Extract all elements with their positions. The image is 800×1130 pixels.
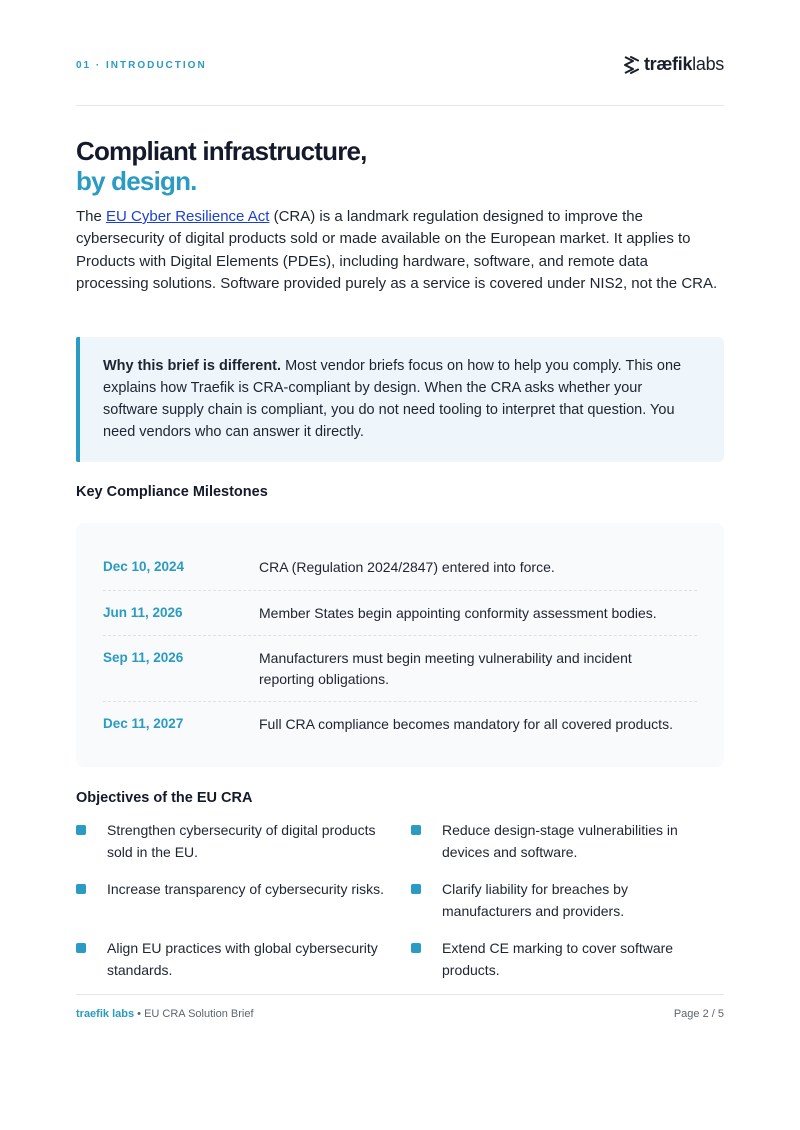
title-line-1: Compliant infrastructure, bbox=[76, 136, 367, 166]
milestone-row bbox=[103, 545, 697, 591]
bullet-square-icon bbox=[76, 825, 86, 835]
bullet-square-icon bbox=[76, 884, 86, 894]
page-title bbox=[76, 136, 367, 196]
milestone-text: CRA (Regulation 2024/2847) entered into force. bbox=[259, 559, 555, 575]
milestone-row bbox=[103, 636, 697, 702]
objective-item: Strengthen cybersecurity of digital products sold in the EU. bbox=[76, 820, 396, 863]
logo-wordmark: træfiklabs bbox=[643, 54, 724, 74]
bullet-square-icon bbox=[411, 943, 421, 953]
milestone-date: Sep 11, 2026 bbox=[103, 650, 184, 665]
page-number: Page 2 / 5 bbox=[673, 1008, 724, 1020]
traefik-labs-logo bbox=[621, 54, 724, 75]
footer-divider bbox=[76, 994, 724, 995]
objective-item: Reduce design-stage vulnerabilities in devices and software. bbox=[411, 820, 711, 863]
milestones-heading: Key Compliance Milestones bbox=[76, 484, 268, 500]
bullet-square-icon bbox=[411, 884, 421, 894]
milestone-date: Jun 11, 2026 bbox=[103, 604, 183, 620]
milestone-text: Member States begin appointing conformity assessment bodies. bbox=[259, 604, 657, 621]
objective-item: Extend CE marking to cover software products. bbox=[411, 938, 711, 981]
milestone-row bbox=[103, 591, 697, 637]
callout-box bbox=[76, 337, 724, 462]
intro-paragraph: The EU Cyber Resilience Act (CRA) is a landmark regulation designed to improve the cybersecurity of digital products sold or made available on the European market. It applies to Products with Digital Elements (PDEs), including hardware, software, and remote data processing solutions. Software provided purely as a service is covered under NIS2, not the CRA. bbox=[76, 208, 718, 293]
title-line-2: by design. bbox=[76, 166, 197, 196]
milestone-text: Full CRA compliance becomes mandatory for all covered products. bbox=[259, 716, 673, 732]
footer-brand: traefik labs bbox=[76, 1008, 135, 1020]
callout-body: Most vendor briefs focus on how to help you comply. This one explains how Traefik is CRA-compliant by design. When the CRA asks whether your software supply chain is compliant, you do not need tooling to interpret that question. You need vendors who can answer it directly. bbox=[103, 358, 682, 440]
footer-doc-title: EU CRA Solution Brief bbox=[144, 1008, 254, 1020]
bullet-square-icon bbox=[76, 943, 86, 953]
bullet-square-icon bbox=[411, 825, 421, 835]
milestones-table bbox=[76, 523, 724, 767]
milestone-date: Dec 11, 2027 bbox=[103, 716, 184, 731]
milestone-text: Manufacturers must begin meeting vulnerability and incident reporting obligations. bbox=[259, 650, 632, 687]
milestone-date: Dec 10, 2024 bbox=[103, 559, 185, 574]
objective-item: Clarify liability for breaches by manufacturers and providers. bbox=[411, 879, 711, 922]
objective-item: Align EU practices with global cybersecurity standards. bbox=[76, 938, 396, 981]
objectives-heading: Objectives of the EU CRA bbox=[76, 790, 253, 806]
footer-brand-line: traefik labs • EU CRA Solution Brief bbox=[76, 1008, 254, 1020]
cra-link[interactable]: EU Cyber Resilience Act bbox=[106, 208, 270, 225]
page-header bbox=[76, 52, 724, 80]
traefik-logo-icon bbox=[621, 55, 641, 75]
header-divider bbox=[76, 105, 724, 106]
milestone-row bbox=[103, 702, 697, 747]
objective-item: Increase transparency of cybersecurity risks. bbox=[76, 879, 396, 901]
section-label: 01 · INTRODUCTION bbox=[76, 60, 207, 71]
callout-lead: Why this brief is different. bbox=[103, 358, 282, 374]
